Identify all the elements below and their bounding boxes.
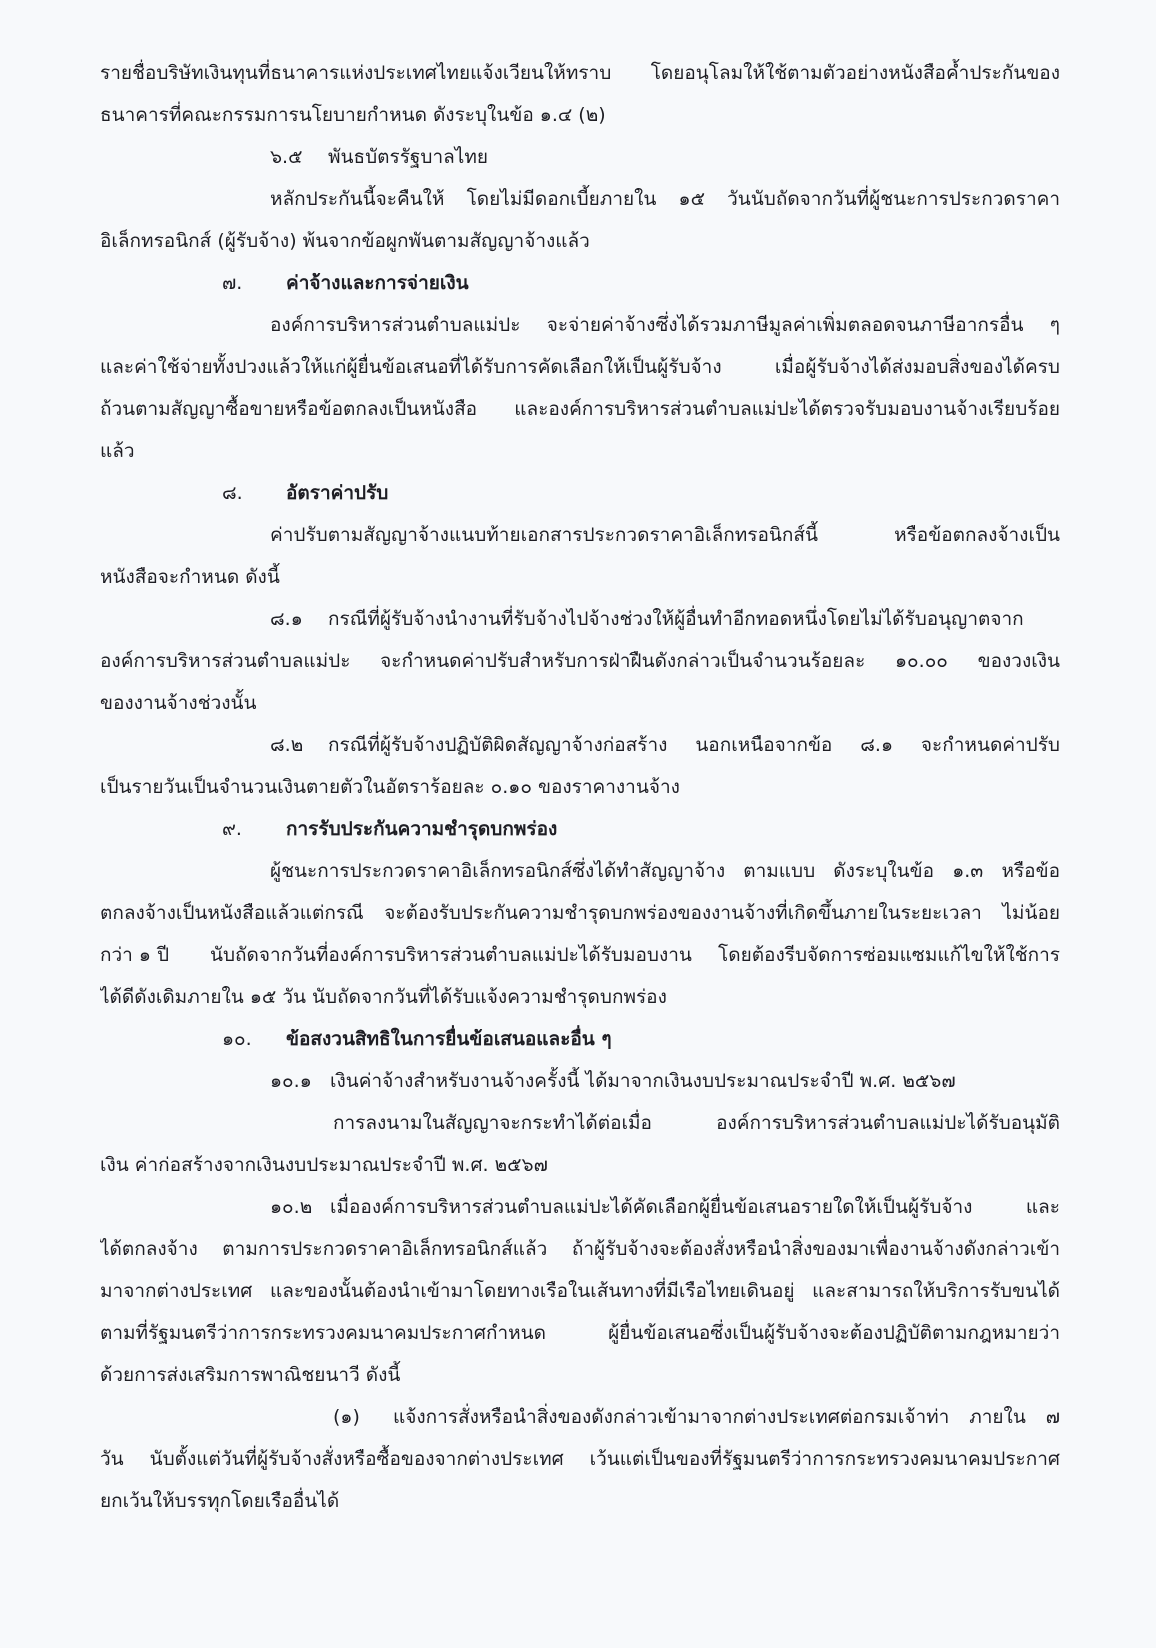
clause-text: เงินค่าจ้างสำหรับงานจ้างครั้งนี้ ได้มาจากเงินงบประมาณประจำปี พ.ศ. ๒๕๖๗ [330,1070,956,1092]
text-line: การลงนามในสัญญาจะกระทำได้ต่อเมื่อ องค์การบริหารส่วนตำบลแม่ปะได้รับอนุมัติ [333,1112,1060,1134]
text-line [100,940,1060,970]
text-line: ได้ตกลงจ้าง ตามการประกวดราคาอิเล็กทรอนิกส์แล้ว ถ้าผู้รับจ้างจะต้องสั่งหรือนำสิ่งของมาเพื่องานจ้างดังกล่าวเข้า [100,1238,1060,1260]
subclause-6-5 [270,142,1060,172]
text-line: วัน นับตั้งแต่วันที่ผู้รับจ้างสั่งหรือซื้อของจากต่างประเทศ เว้นแต่เป็นของที่รัฐมนตรีว่าการกระทรวงคมนาคมประกาศ [100,1448,1060,1470]
text-line: อิเล็กทรอนิกส์ (ผู้รับจ้าง) พ้นจากข้อผูกพันตามสัญญาจ้างแล้ว [100,230,590,252]
clause-text: พันธบัตรรัฐบาลไทย [328,146,488,168]
section-number: ๙. [222,818,242,840]
clause-number: ๑๐.๒ [270,1196,313,1218]
subclause-8-2 [270,730,1060,760]
text-line: ของงานจ้างช่วงนั้น [100,692,257,714]
text-line: ด้วยการส่งเสริมการพาณิชยนาวี ดังนี้ [100,1364,401,1386]
subclause-10-2 [270,1192,1060,1222]
item-number: (๑) [333,1406,360,1428]
section-title: ข้อสงวนสิทธิในการยื่นข้อเสนอและอื่น ๆ [286,1028,612,1050]
clause-number: ๖.๕ [270,146,303,168]
text-line: ได้ดีดังเดิมภายใน ๑๕ วัน นับถัดจากวันที่ได้รับแจ้งความชำรุดบกพร่อง [100,986,667,1008]
section-number: ๘. [222,482,243,504]
subclause-8-1 [270,604,1060,634]
clause-text: กรณีที่ผู้รับจ้างนำงานที่รับจ้างไปจ้างช่วงให้ผู้อื่นทำอีกทอดหนึ่งโดยไม่ได้รับอนุญาตจาก [328,608,1024,630]
clause-number: ๑๐.๑ [270,1070,312,1092]
text-line: ถ้วนตามสัญญาซื้อขายหรือข้อตกลงเป็นหนังสือ และองค์การบริหารส่วนตำบลแม่ปะได้ตรวจรับมอบงานจ้างเรียบร้อย [100,398,1060,420]
section-number: ๑๐. [222,1028,252,1050]
text-line: ธนาคารที่คณะกรรมการนโยบายกำหนด ดังระบุในข้อ ๑.๔ (๒) [100,104,606,126]
section-heading-8 [222,478,1156,508]
clause-text: กรณีที่ผู้รับจ้างปฏิบัติผิดสัญญาจ้างก่อสร้าง นอกเหนือจากข้อ ๘.๑ จะกำหนดค่าปรับ [328,734,1060,756]
item-text: แจ้งการสั่งหรือนำสิ่งของดังกล่าวเข้ามาจากต่างประเทศต่อกรมเจ้าท่า ภายใน ๗ [393,1406,1060,1428]
text-line: ยกเว้นให้บรรทุกโดยเรืออื่นได้ [100,1490,340,1512]
text-line: ตกลงจ้างเป็นหนังสือแล้วแต่กรณี จะต้องรับประกันความชำรุดบกพร่องของงานจ้างที่เกิดขึ้นภายในระยะเวลา ไม่น้อย [100,902,1060,924]
clause-number: ๘.๒ [270,734,304,756]
section-number: ๗. [222,272,243,294]
text-line: ค่าปรับตามสัญญาจ้างแนบท้ายเอกสารประกวดราคาอิเล็กทรอนิกส์นี้ หรือข้อตกลงจ้างเป็น [270,524,1060,546]
text-line: และค่าใช้จ่ายทั้งปวงแล้วให้แก่ผู้ยื่นข้อเสนอที่ได้รับการคัดเลือกให้เป็นผู้รับจ้าง เมื่อผู้รับจ้างได้ส่งมอบสิ่งของได้ครบ [100,356,1060,378]
text-line: องค์การบริหารส่วนตำบลแม่ปะ จะจ่ายค่าจ้างซึ่งได้รวมภาษีมูลค่าเพิ่มตลอดจนภาษีอากรอื่น ๆ [270,314,1060,336]
text-line: แล้ว [100,440,135,462]
section-title: การรับประกันความชำรุดบกพร่อง [286,818,558,840]
section-title: ค่าจ้างและการจ่ายเงิน [286,272,469,294]
text-line: หลักประกันนี้จะคืนให้ โดยไม่มีดอกเบี้ยภายใน ๑๕ วันนับถัดจากวันที่ผู้ชนะการประกวดราคา [270,188,1060,210]
clause-text: เมื่อองค์การบริหารส่วนตำบลแม่ปะได้คัดเลือกผู้ยื่นข้อเสนอรายใดให้เป็นผู้รับจ้าง และ [330,1196,1060,1218]
section-heading-7 [222,268,1156,298]
text-line: เป็นรายวันเป็นจำนวนเงินตายตัวในอัตราร้อยละ ๐.๑๐ ของราคางานจ้าง [100,776,680,798]
text-line-rest: นับถัดจากวันที่องค์การบริหารส่วนตำบลแม่ปะได้รับมอบงาน โดยต้องรีบจัดการซ่อมแซมแก้ไขให้ใช้การ [210,944,1060,966]
section-heading-9 [222,814,1156,844]
text-line: องค์การบริหารส่วนตำบลแม่ปะ จะกำหนดค่าปรับสำหรับการฝ่าฝืนดังกล่าวเป็นจำนวนร้อยละ ๑๐.๐๐ ของวงเงิน [100,650,1060,672]
section-heading-10 [222,1024,1156,1054]
warranty-period: กว่า ๑ ปี [100,944,170,966]
text-line: มาจากต่างประเทศ และของนั้นต้องนำเข้ามาโดยทางเรือในเส้นทางที่มีเรือไทยเดินอยู่ และสามารถให้บริการรับขนได้ [100,1280,1060,1302]
text-line: ผู้ชนะการประกวดราคาอิเล็กทรอนิกส์ซึ่งได้ทำสัญญาจ้าง ตามแบบ ดังระบุในข้อ ๑.๓ หรือข้อ [270,860,1060,882]
text-line: เงิน ค่าก่อสร้างจากเงินงบประมาณประจำปี พ.ศ. ๒๕๖๗ [100,1154,548,1176]
clause-number: ๘.๑ [270,608,303,630]
subclause-10-1 [270,1066,1060,1096]
item-1 [333,1402,1060,1432]
section-title: อัตราค่าปรับ [286,482,389,504]
text-line: หนังสือจะกำหนด ดังนี้ [100,566,280,588]
text-line: รายชื่อบริษัทเงินทุนที่ธนาคารแห่งประเทศไทยแจ้งเวียนให้ทราบ โดยอนุโลมให้ใช้ตามตัวอย่างหนังสือค้ำประกันของ [100,62,1060,84]
text-line: ตามที่รัฐมนตรีว่าการกระทรวงคมนาคมประกาศกำหนด ผู้ยื่นข้อเสนอซึ่งเป็นผู้รับจ้างจะต้องปฏิบัติตามกฎหมายว่า [100,1322,1060,1344]
